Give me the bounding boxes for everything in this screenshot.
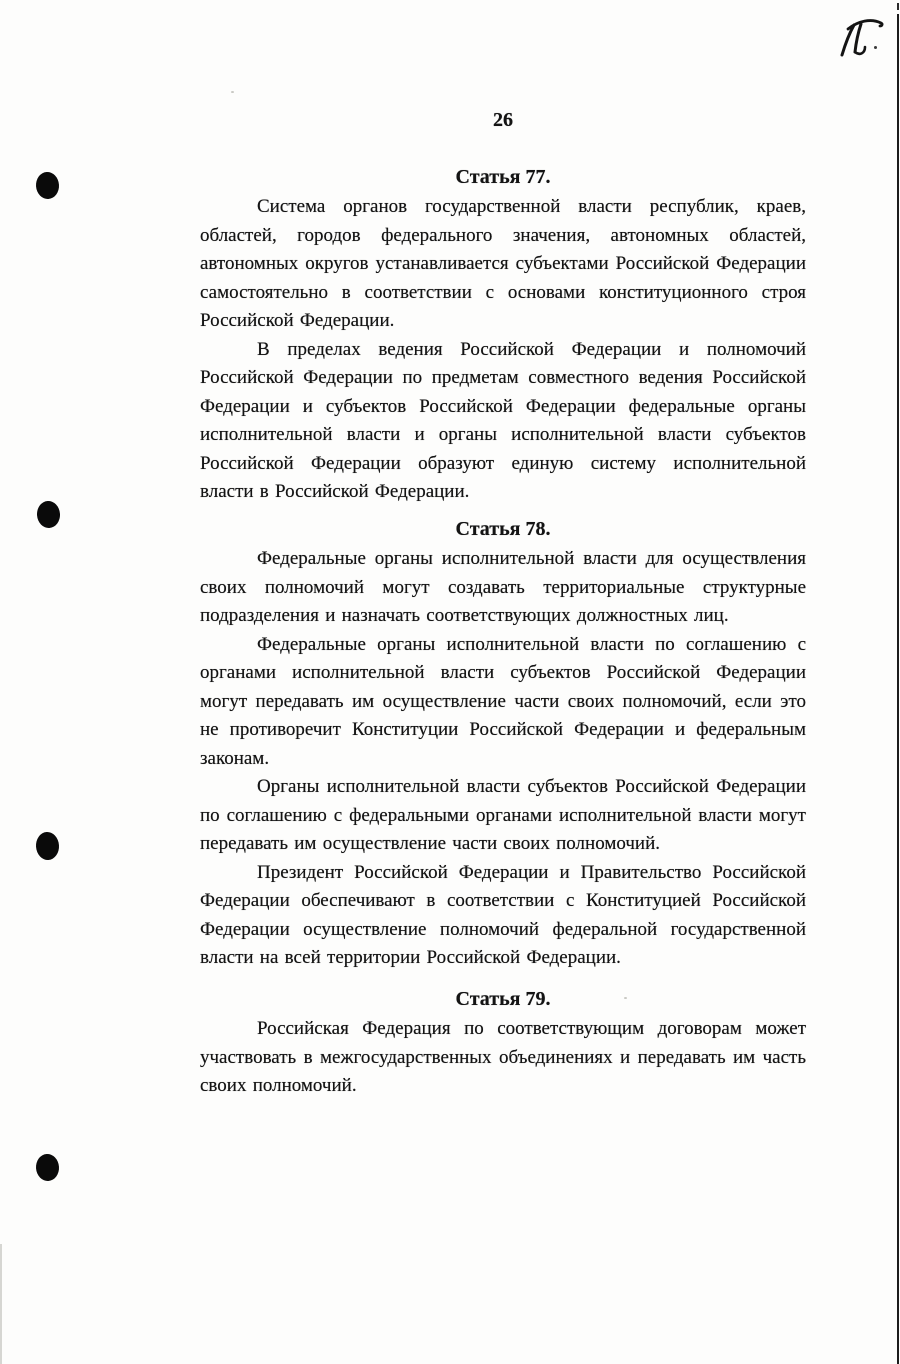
article-77-heading: Статья 77. xyxy=(455,165,551,188)
article-78-paragraph-3: Органы исполнительной власти субъектов Российской Федерации по соглашению с федеральными органами исполнительной власти могут передавать им осуществление части своих полномочий. xyxy=(200,776,806,854)
article-79-heading: Статья 79. xyxy=(455,987,551,1010)
article-78-paragraph-2: Федеральные органы исполнительной власти по соглашению с органами исполнительной власти субъектов Российской Федерации могут передавать им осуществление части своих полномочий, если это не противоречит Конституции Российской Федерации и федеральным законам. xyxy=(200,633,806,769)
article-78-paragraph-4: Президент Российской Федерации и Правительство Российской Федерации обеспечивают в соответствии с Конституцией Российской Федерации осуществление полномочий федеральной государственной власти на всей территории Российской Федерации. xyxy=(200,861,806,968)
scan-edge-left xyxy=(0,1244,2,1364)
paper-speck xyxy=(231,91,234,93)
handwritten-page-number-15 xyxy=(830,16,886,64)
scan-edge-dash xyxy=(897,3,899,10)
scan-edge-line xyxy=(897,14,899,1364)
ink-dot xyxy=(874,46,877,49)
article-77-paragraph-2: В пределах ведения Российской Федерации и полномочий Российской Федерации по предметам совместного ведения Российской Федерации и субъектов Российской Федерации федеральные органы исполнительной власти и органы исполнительной власти субъектов Российской Федерации образуют единую систему исполнительной власти в Российской Федерации. xyxy=(200,338,806,502)
binding-hole xyxy=(35,171,60,200)
page-number: 26 xyxy=(493,109,513,131)
handwritten-15-icon xyxy=(830,16,886,64)
article-79-paragraph-1: Российская Федерация по соответствующим договорам может участвовать в межгосударственных объединениях и передавать им часть своих полномочий. xyxy=(200,1018,806,1096)
binding-hole xyxy=(35,831,60,861)
binding-hole xyxy=(36,500,61,529)
article-78-paragraph-1: Федеральные органы исполнительной власти для осуществления своих полномочий могут создавать территориальные структурные подразделения и назначать соответствующих должностных лиц. xyxy=(200,548,806,626)
article-77-paragraph-1: Система органов государственной власти республик, краев, областей, городов федерального значения, автономных областей, автономных округов устанавливается субъектами Российской Федерации самостоятельно в соответствии с основами конституционного строя Российской Федерации. xyxy=(200,196,806,331)
document-text-column xyxy=(200,106,806,1101)
binding-hole xyxy=(35,1153,60,1182)
article-78-heading: Статья 78. xyxy=(455,517,551,540)
